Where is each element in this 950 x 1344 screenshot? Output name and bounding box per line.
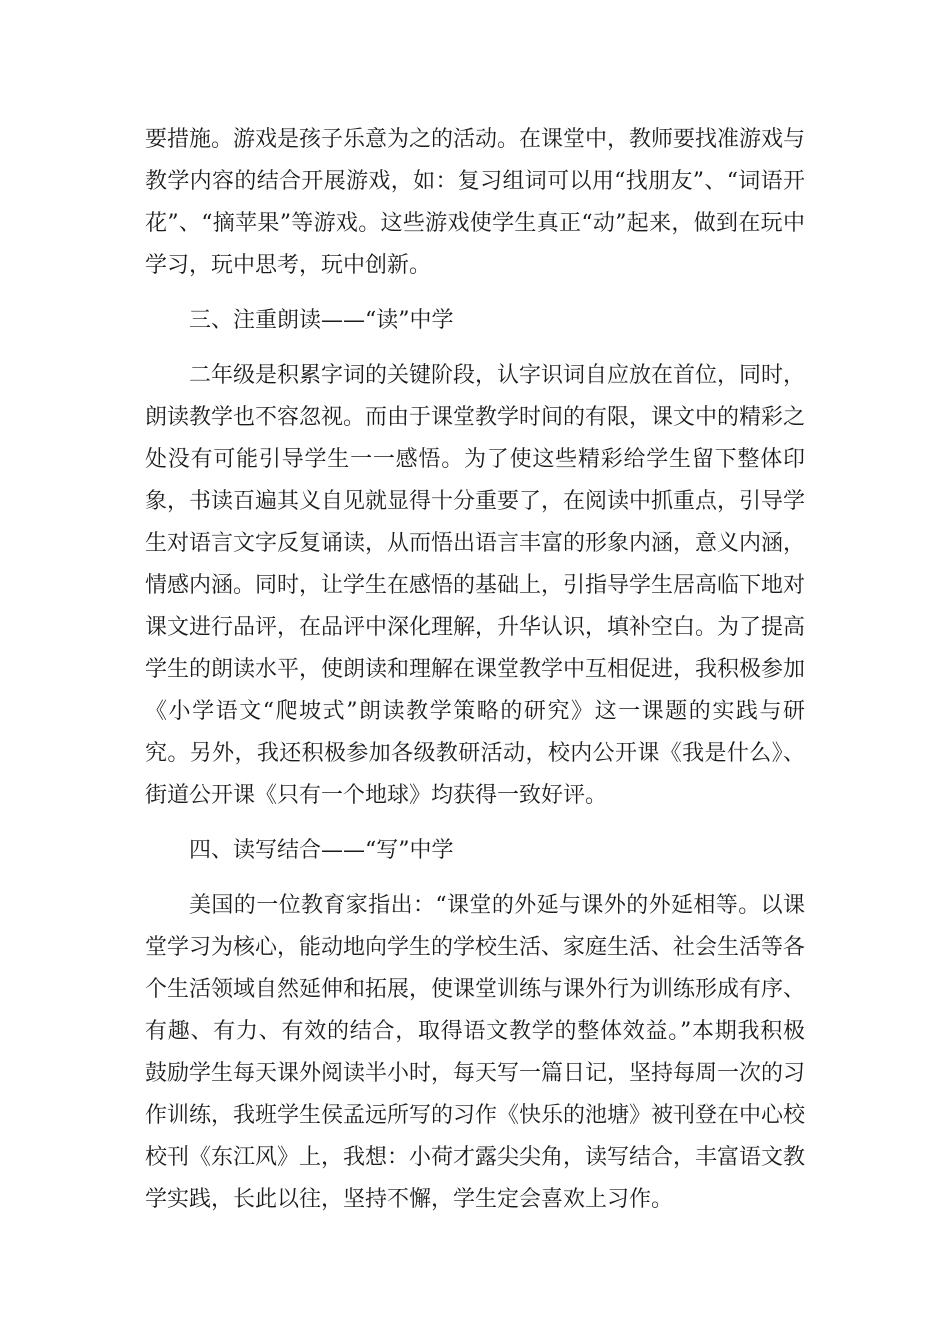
paragraph-writing: 美国的一位教育家指出：“课堂的外延与课外的外延相等。以课堂学习为核心，能动地向学生的学校生活、家庭生活、社会生活等各个生活领域自然延伸和拓展，使课堂训练与课外行为训练形成有序、有趣、有力、有效的结合，取得语文教学的整体效益。”本期我积极鼓励学生每天课外阅读半小时，每天写一篇日记，坚持每周一次的习作训练，我班学生侯孟远所写的习作《快乐的池塘》被刊登在中心校校刊《东江风》上，我想：小荷才露尖尖角，读写结合，丰富语文教学实践，长此以往，坚持不懈，学生定会喜欢上习作。 <box>145 893 806 1212</box>
section-heading-writing: 四、读写结合——“写”中学 <box>189 838 454 863</box>
section-heading-reading: 三、注重朗读——“读”中学 <box>189 308 454 333</box>
paragraph-reading: 二年级是积累字词的关键阶段，认字识词自应放在首位，同时，朗读教学也不容忽视。而由于课堂教学时间的有限，课文中的精彩之处没有可能引导学生一一感悟。为了使这些精彩给学生留下整体印象，书读百遍其义自见就显得十分重要了，在阅读中抓重点，引导学生对语言文字反复诵读，从而悟出语言丰富的形象内涵，意义内涵，情感内涵。同时，让学生在感悟的基础上，引指导学生居高临下地对课文进行品评，在品评中深化理解，升华认识，填补空白。为了提高学生的朗读水平，使朗读和理解在课堂教学中互相促进，我积极参加《小学语文“爬坡式”朗读教学策略的研究》这一课题的实践与研究。另外，我还积极参加各级教研活动，校内公开课《我是什么》、街道公开课《只有一个地球》均获得一致好评。 <box>145 363 806 808</box>
paragraph-games: 要措施。游戏是孩子乐意为之的活动。在课堂中，教师要找准游戏与教学内容的结合开展游戏，如：复习组词可以用“找朋友”、“词语开花”、“摘苹果”等游戏。这些游戏使学生真正“动”起来，做到在玩中学习，玩中思考，玩中创新。 <box>145 127 806 278</box>
document-body <box>145 119 805 1221</box>
